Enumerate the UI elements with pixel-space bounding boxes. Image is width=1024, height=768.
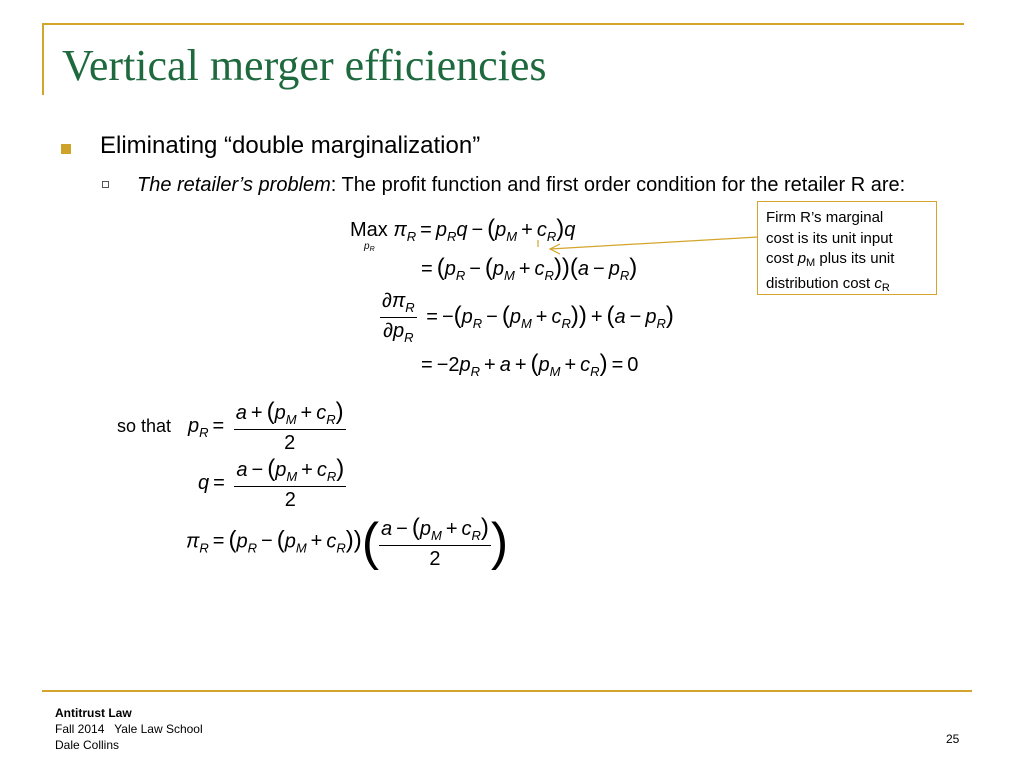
- sub-bullet-lead: The retailer’s problem: [137, 174, 331, 196]
- hollow-square-bullet-icon: [102, 181, 109, 188]
- partial-derivative-fraction: $\frac{\partial\pi_R}{\partial p_R}$: [382, 290, 415, 345]
- max-label: Max: [350, 219, 388, 241]
- marginal-cost-callout: Firm R’s marginal cost is its unit input cost $p_M$ plus its unit distribution cost $c_R$: [757, 201, 937, 295]
- equation-profit-solution: $\pi_R = (p_R - (p_M + c_R))$( $\frac{a - (p_M + c_R)}{2}$ ): [186, 513, 509, 571]
- footer-course: Antitrust Law: [55, 706, 132, 720]
- equation-foc-simplified: = $-2p_R + a + (p_M + c_R) = 0$: [421, 350, 639, 379]
- bullet-text: Eliminating “double marginalization”: [100, 132, 481, 159]
- left-rule: [42, 23, 44, 95]
- equation-quantity-solution: q = $\frac{a - (p_M + c_R)}{2}$: [198, 455, 345, 511]
- equation-price-solution: $p_R$ = $\frac{a + (p_M + c_R)}{2}$: [188, 398, 344, 454]
- bottom-rule: [42, 690, 972, 692]
- page-number: 25: [946, 732, 960, 746]
- max-subscript: $p_R$: [364, 241, 375, 253]
- square-bullet-icon: [61, 144, 71, 154]
- equation-max-profit: Max $p_R$ $\pi_R = p_Rq - (p_M + c_R)q$: [350, 215, 576, 253]
- footer-term: Fall 2014 Yale Law School: [55, 722, 203, 736]
- equation-profit-expanded: = $(p_R - (p_M + c_R))(a - p_R)$: [421, 254, 638, 283]
- sub-bullet-body: : The profit function and first order condition for the retailer R are:: [330, 174, 906, 196]
- equation-first-order-condition: $\frac{\partial\pi_R}{\partial p_R}$ = $-(p_R - (p_M + c_R)) + (a - p_R)$: [382, 290, 674, 345]
- so-that-label: so that: [117, 416, 172, 436]
- top-rule: [42, 23, 964, 25]
- callout-arrow: [500, 225, 760, 265]
- footer-author: Dale Collins: [55, 738, 120, 752]
- slide-title: Vertical merger efficiencies: [62, 41, 547, 90]
- sub-bullet-text: [137, 171, 967, 199]
